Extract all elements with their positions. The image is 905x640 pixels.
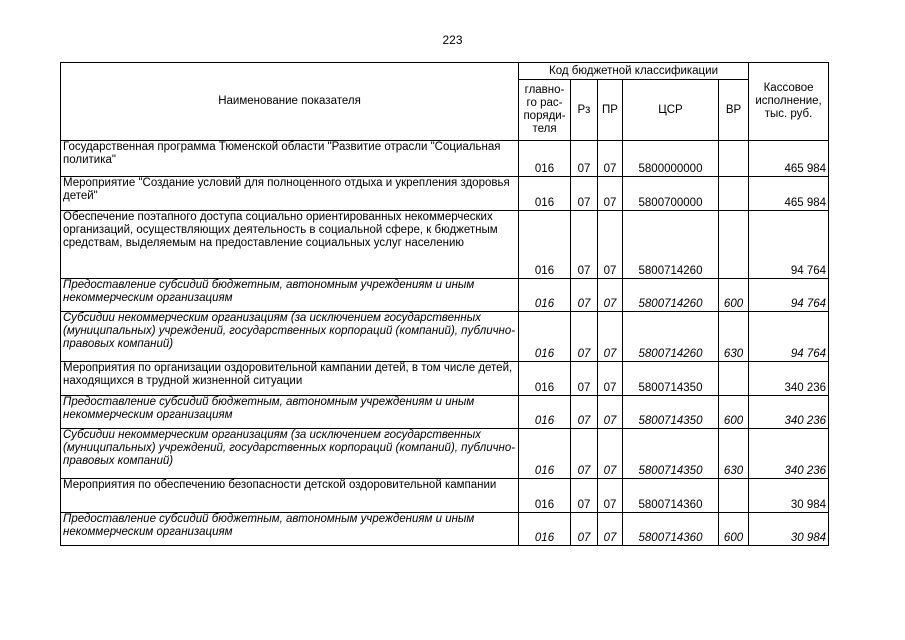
- cell-amount: 94 764: [749, 312, 829, 362]
- cell-amount: 30 984: [749, 513, 829, 546]
- table-row: [61, 312, 829, 362]
- cell-rz: 07: [571, 279, 598, 312]
- cell-gr: 016: [519, 141, 571, 177]
- cell-amount: 340 236: [749, 362, 829, 396]
- table-row: [61, 396, 829, 429]
- table-row: [61, 141, 829, 177]
- cell-csr: 5800714260: [623, 211, 719, 279]
- header-csr: ЦСР: [623, 80, 719, 141]
- cell-csr: 5800714350: [623, 396, 719, 429]
- cell-gr: 016: [519, 513, 571, 546]
- cell-pr: 07: [598, 312, 623, 362]
- header-amount: Кассовое исполнение, тыс. руб.: [749, 63, 829, 141]
- cell-vr: [719, 479, 749, 513]
- cell-vr: 600: [719, 279, 749, 312]
- budget-table: [60, 62, 829, 546]
- cell-pr: 07: [598, 513, 623, 546]
- cell-rz: 07: [571, 312, 598, 362]
- table-row: [61, 177, 829, 211]
- cell-amount: 340 236: [749, 429, 829, 479]
- cell-pr: 07: [598, 429, 623, 479]
- cell-gr: 016: [519, 177, 571, 211]
- header-pr: ПР: [598, 80, 623, 141]
- cell-name: Мероприятия по обеспечению безопасности детской оздоровительной кампании: [61, 479, 519, 513]
- cell-pr: 07: [598, 211, 623, 279]
- cell-vr: [719, 177, 749, 211]
- cell-name: Предоставление субсидий бюджетным, автономным учреждениям и иным некоммерческим организациям: [61, 396, 519, 429]
- header-gr: главно-го рас-поряди-теля: [519, 80, 571, 141]
- cell-rz: 07: [571, 177, 598, 211]
- cell-csr: 5800714260: [623, 279, 719, 312]
- cell-vr: [719, 141, 749, 177]
- cell-name: Субсидии некоммерческим организациям (за исключением государственных (муниципальных) учреждений, государственных корпораций (компаний), публично-правовых компаний): [61, 312, 519, 362]
- cell-vr: 630: [719, 312, 749, 362]
- cell-vr: 600: [719, 396, 749, 429]
- cell-vr: [719, 211, 749, 279]
- cell-vr: [719, 362, 749, 396]
- cell-name: Мероприятие "Создание условий для полноценного отдыха и укрепления здоровья детей": [61, 177, 519, 211]
- cell-gr: 016: [519, 211, 571, 279]
- cell-pr: 07: [598, 479, 623, 513]
- header-code-group: Код бюджетной классификации: [519, 63, 749, 80]
- cell-rz: 07: [571, 211, 598, 279]
- cell-csr: 5800714350: [623, 429, 719, 479]
- header-vr: ВР: [719, 80, 749, 141]
- cell-amount: 30 984: [749, 479, 829, 513]
- cell-csr: 5800714360: [623, 513, 719, 546]
- cell-csr: 5800000000: [623, 141, 719, 177]
- cell-name: Мероприятия по организации оздоровительной кампании детей, в том числе детей, находящихся в трудной жизненной ситуации: [61, 362, 519, 396]
- cell-rz: 07: [571, 513, 598, 546]
- cell-amount: 94 764: [749, 211, 829, 279]
- cell-vr: 600: [719, 513, 749, 546]
- cell-rz: 07: [571, 362, 598, 396]
- cell-amount: 94 764: [749, 279, 829, 312]
- cell-amount: 340 236: [749, 396, 829, 429]
- cell-csr: 5800714360: [623, 479, 719, 513]
- cell-pr: 07: [598, 177, 623, 211]
- cell-csr: 5800714260: [623, 312, 719, 362]
- table-row: [61, 279, 829, 312]
- cell-pr: 07: [598, 279, 623, 312]
- cell-name: Субсидии некоммерческим организациям (за исключением государственных (муниципальных) учреждений, государственных корпораций (компаний), публично-правовых компаний): [61, 429, 519, 479]
- header-name: Наименование показателя: [61, 63, 519, 141]
- cell-gr: 016: [519, 429, 571, 479]
- cell-gr: 016: [519, 312, 571, 362]
- header-rz: Рз: [571, 80, 598, 141]
- cell-gr: 016: [519, 396, 571, 429]
- cell-name: Обеспечение поэтапного доступа социально ориентированных некоммерческих организаций, осуществляющих деятельность в социальной сфере, к бюджетным средствам, выделяемым на предоставление социальных услуг населению: [61, 211, 519, 279]
- cell-pr: 07: [598, 141, 623, 177]
- cell-amount: 465 984: [749, 141, 829, 177]
- cell-name: Государственная программа Тюменской области "Развитие отрасли "Социальная политика": [61, 141, 519, 177]
- cell-gr: 016: [519, 362, 571, 396]
- cell-name: Предоставление субсидий бюджетным, автономным учреждениям и иным некоммерческим организациям: [61, 513, 519, 546]
- table-row: [61, 513, 829, 546]
- table-row: [61, 211, 829, 279]
- page-number: 223: [442, 33, 463, 47]
- cell-csr: 5800714350: [623, 362, 719, 396]
- cell-rz: 07: [571, 429, 598, 479]
- cell-gr: 016: [519, 479, 571, 513]
- table-row: [61, 429, 829, 479]
- cell-csr: 5800700000: [623, 177, 719, 211]
- cell-pr: 07: [598, 362, 623, 396]
- cell-rz: 07: [571, 396, 598, 429]
- cell-name: Предоставление субсидий бюджетным, автономным учреждениям и иным некоммерческим организациям: [61, 279, 519, 312]
- cell-amount: 465 984: [749, 177, 829, 211]
- cell-rz: 07: [571, 479, 598, 513]
- cell-gr: 016: [519, 279, 571, 312]
- cell-pr: 07: [598, 396, 623, 429]
- cell-vr: 630: [719, 429, 749, 479]
- table-row: [61, 479, 829, 513]
- cell-rz: 07: [571, 141, 598, 177]
- table-row: [61, 362, 829, 396]
